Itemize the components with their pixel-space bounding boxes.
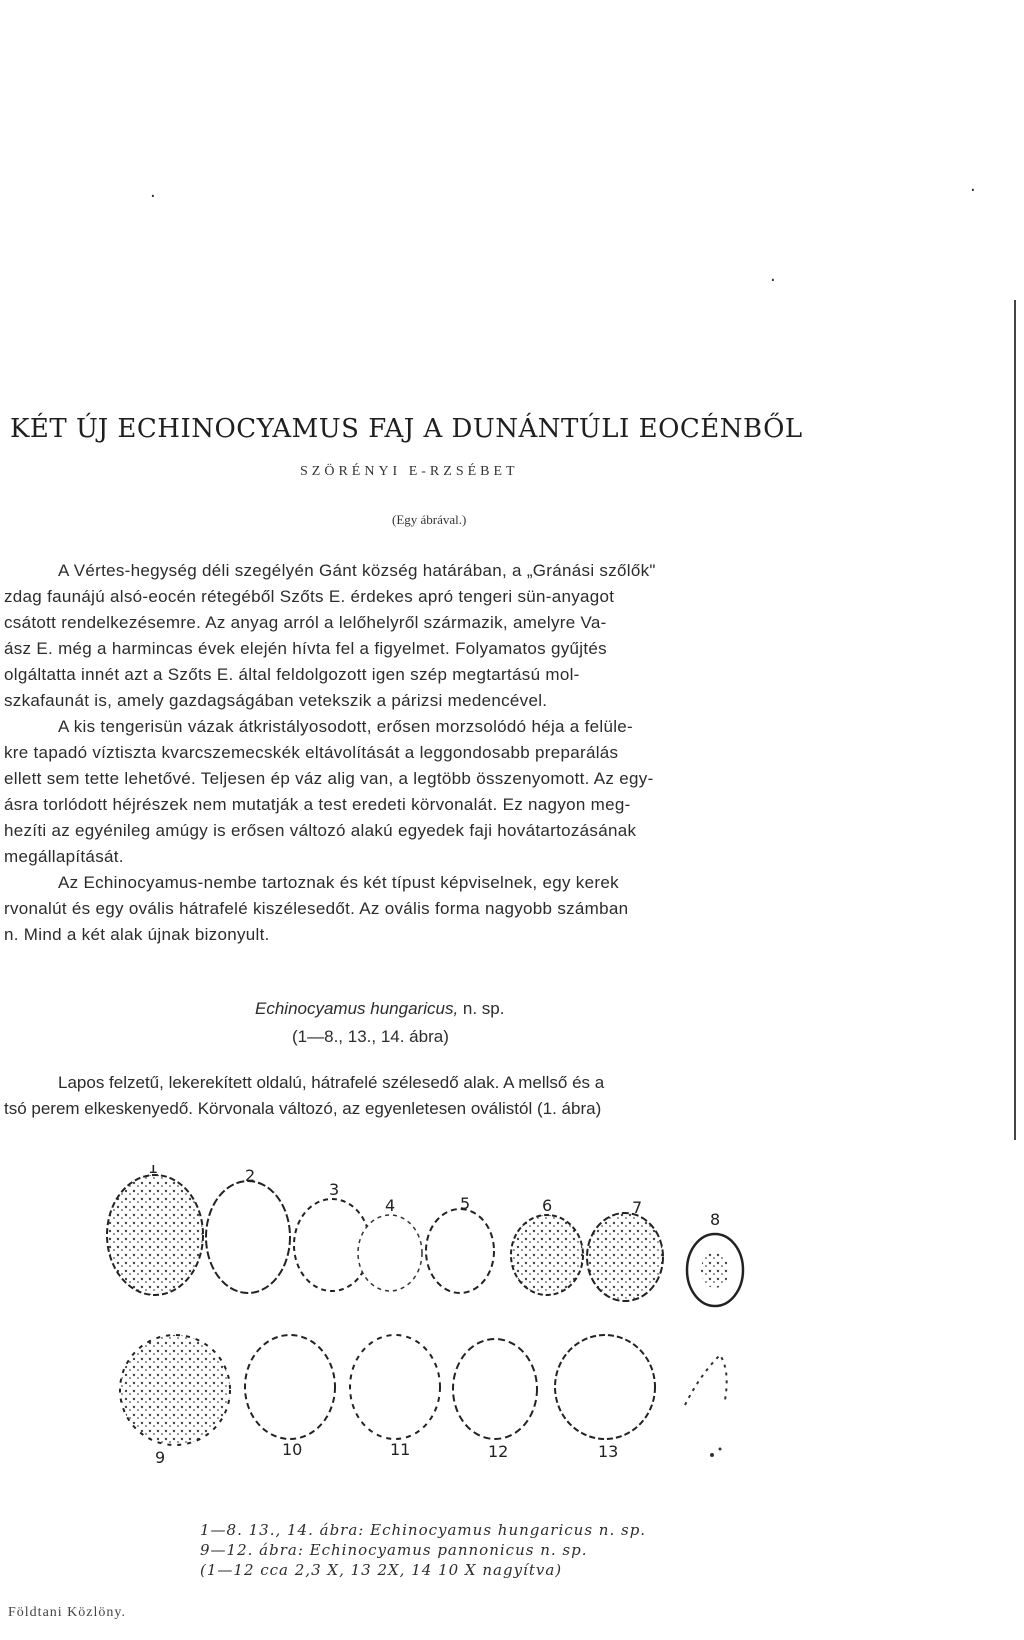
figure-label: 13 [598,1442,619,1461]
specimen-1 [107,1165,203,1295]
specimen-4 [358,1196,422,1291]
caption-line: (1—12 cca 2,3 X, 13 2X, 14 10 X nagyítva) [200,1561,563,1579]
body-line: hezíti az egyénileg amúgy is erősen változó alakú egyedek faji hovátartozásának [4,821,637,840]
specimen-5 [426,1194,494,1293]
species-name: Echinocyamus hungaricus [255,999,454,1018]
specimen-figure [100,1165,890,1465]
specimen-plate [100,1165,890,1465]
body-line: Az Echinocyamus-nembe tartoznak és két típust képviselnek, egy kerek [58,873,619,892]
description-line: Lapos felzetű, lekerekített oldalú, hátrafelé szélesedő alak. A mellső és a [58,1073,605,1092]
figure-caption [200,1520,900,1580]
body-line: olgáltatta innét azt a Szőts E. által feldolgozott igen szép megtartású mol- [4,665,580,684]
body-line: rvonalút és egy ovális hátrafelé kiszélesedőt. Az ovális forma nagyobb számban [4,899,629,918]
body-line: ász E. még a harmincas évek elején hívta fel a figyelmet. Folyamatos gyűjtés [4,639,607,658]
species-figure-ref: (1—8., 13., 14. ábra) [292,1027,449,1046]
species-heading: Echinocyamus hungaricus, n. sp. [255,999,505,1018]
body-line: n. Mind a két alak újnak bizonyult. [4,925,270,944]
author-name: SZÖRÉNYI E-RZSÉBET [300,464,519,479]
specimen-12 [453,1339,537,1461]
body-line: megállapítását. [4,847,124,866]
figure-label: 12 [488,1442,509,1461]
specimen-14 [685,1355,727,1457]
specimen-13 [555,1335,655,1461]
figure-label: 5 [460,1194,471,1213]
specimen-7 [587,1198,663,1301]
body-line: zdag faunájú alsó-eocén rétegéből Szőts E. érdekes apró tengeri sün-anyagot [4,587,615,606]
figure-label: 9 [155,1448,166,1465]
specimen-10 [245,1335,335,1459]
caption-line: 1—8. 13., 14. ábra: Echinocyamus hungaricus n. sp. [200,1521,647,1539]
figure-label: 8 [710,1210,721,1229]
body-line: csátott rendelkezésemre. Az anyag arról a lelőhelyről származik, amelyre Va- [4,613,607,632]
article-subtitle: (Egy ábrával.) [392,512,467,527]
journal-footer: Földtani Közlöny. [8,1605,126,1620]
specimen-8 [687,1210,743,1306]
body-line: szkafaunát is, amely gazdagságában vetekszik a párizsi medencével. [4,691,548,710]
body-line: A kis tengerisün vázak átkristályosodott, erősen morzsolódó héja a felüle- [58,717,633,736]
specimen-6 [511,1196,583,1295]
scan-edge-line [1014,300,1016,1140]
specimen-11 [350,1335,440,1459]
specimen-2 [206,1166,290,1293]
figure-label: 11 [390,1440,411,1459]
figure-label: 2 [245,1166,256,1185]
figure-label: 1 [148,1165,159,1177]
figure-label: 10 [282,1440,303,1459]
figure-label: 6 [542,1196,553,1215]
print-speck: · [150,186,156,207]
species-description [4,1070,1004,1122]
caption-line: 9—12. ábra: Echinocyamus pannonicus n. sp. [200,1541,588,1559]
body-paragraphs [4,558,1004,948]
body-line: kre tapadó víztiszta kvarcszemecskék eltávolítását a leggondosabb preparálás [4,743,619,762]
article-title: KÉT ÚJ ECHINOCYAMUS FAJ A DUNÁNTÚLI EOCÉNBŐL [10,414,803,444]
figure-label: 4 [385,1196,396,1215]
figure-label: 7 [632,1198,643,1217]
figure-label: 3 [329,1180,340,1199]
print-speck: · [770,270,776,291]
description-line: tsó perem elkeskenyedő. Körvonala változó, az egyenletesen oválistól (1. ábra) [4,1099,602,1118]
body-line: ásra torlódott héjrészek nem mutatják a test eredeti körvonalát. Ez nagyon meg- [4,795,631,814]
species-designation: n. sp. [462,999,505,1018]
body-line: ellett sem tette lehetővé. Teljesen ép váz alig van, a legtöbb összenyomott. Az egy- [4,769,654,788]
print-speck: · [970,180,976,201]
body-line: A Vértes-hegység déli szegélyén Gánt község határában, a „Gránási szőlők" [58,561,656,580]
specimen-9 [120,1335,230,1465]
specimen-3 [294,1180,370,1291]
